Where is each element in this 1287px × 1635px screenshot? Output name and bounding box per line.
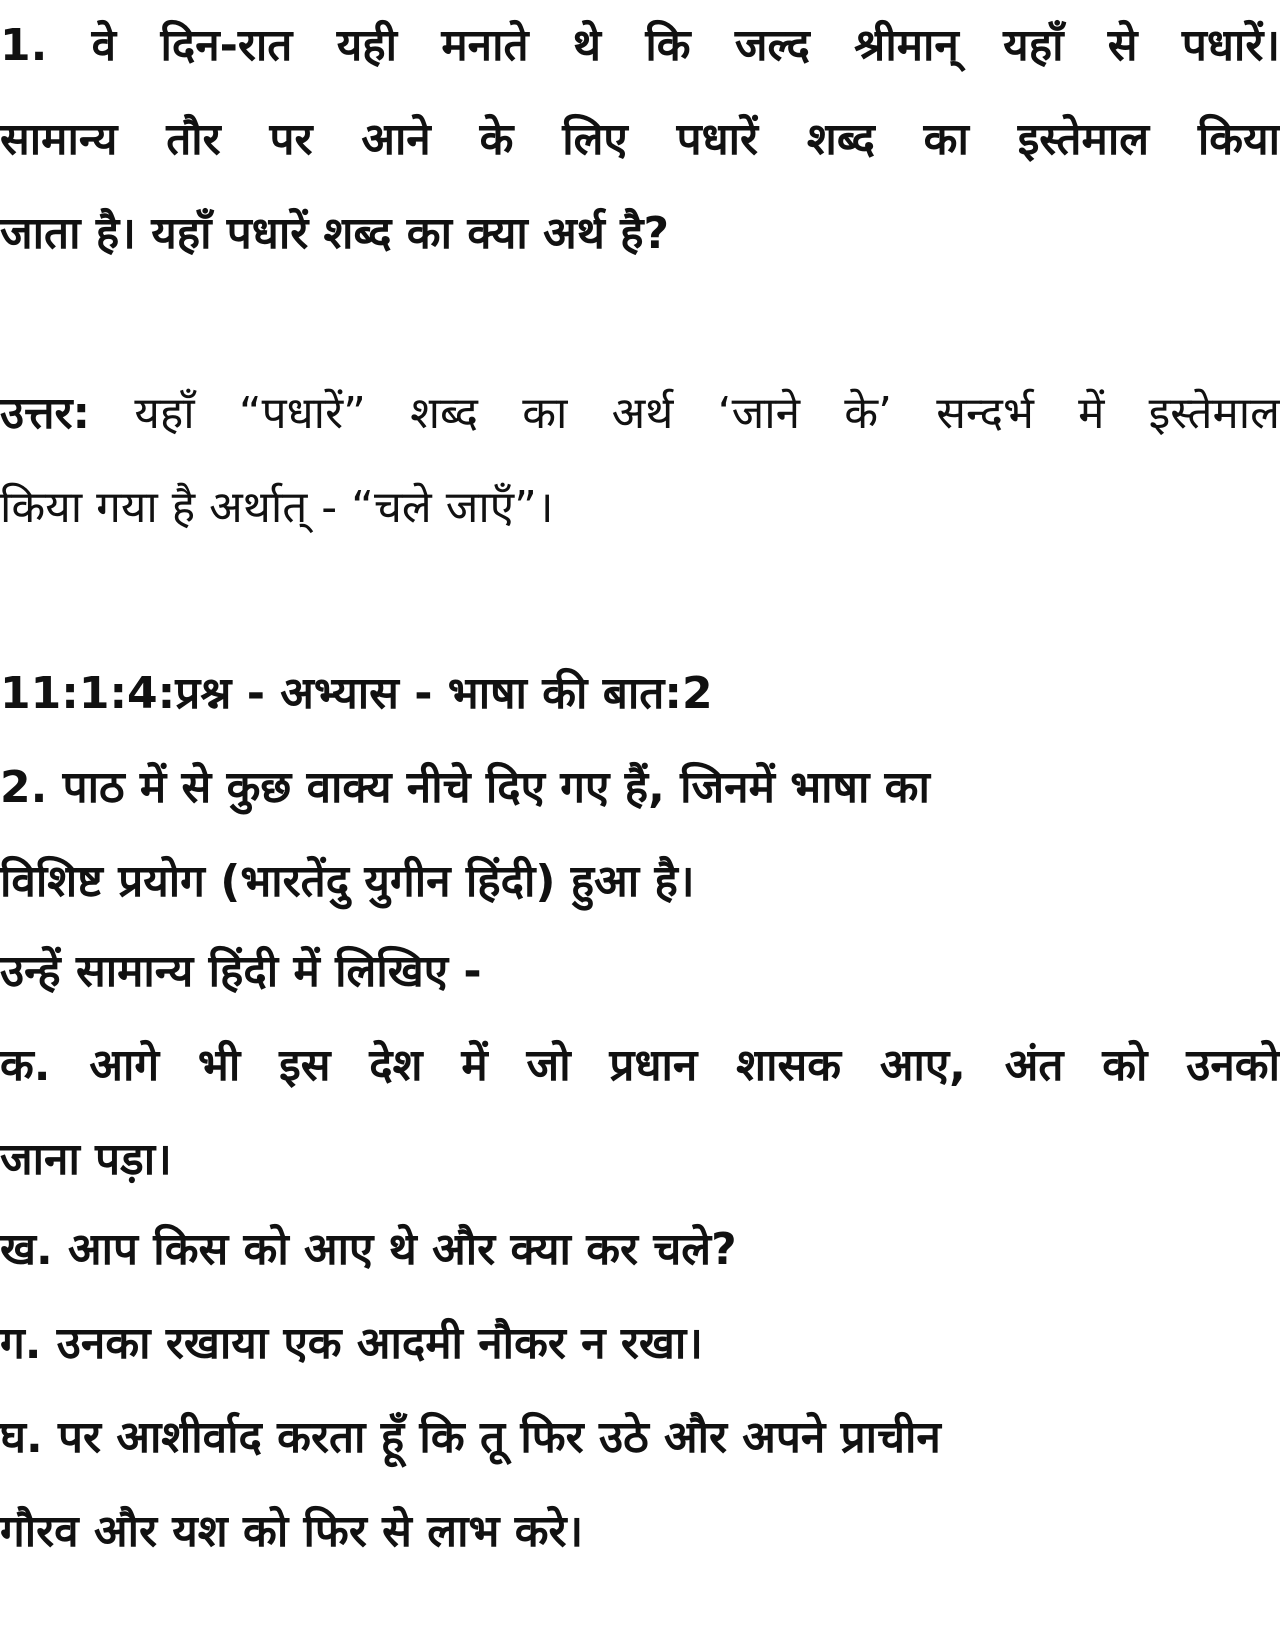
answer1-line-1 (0, 378, 1280, 450)
question2-line-2: विशिष्ट प्रयोग (भारतेंदु युगीन हिंदी) हुआ है। (0, 856, 695, 907)
item-ka-line-2: जाना पड़ा। (0, 1134, 172, 1185)
answer1-text-1: यहाँ “पधारें” शब्द का अर्थ ‘जाने के’ सन्दर्भ में इस्तेमाल (90, 388, 1280, 439)
item-ka-line-1: क. आगे भी इस देश में जो प्रधान शासक आए, अंत को उनको (0, 1040, 1280, 1091)
item-gha-line-1: घ. पर आशीर्वाद करता हूँ कि तू फिर उठे और अपने प्राचीन (0, 1412, 941, 1463)
answer-label: उत्तर: (0, 388, 91, 439)
answer1-line-2: किया गया है अर्थात् - “चले जाएँ”। (0, 482, 554, 533)
question2-line-3: उन्हें सामान्य हिंदी में लिखिए - (0, 946, 482, 997)
question1-line-3: जाता है। यहाँ पधारें शब्द का क्या अर्थ है? (0, 208, 670, 259)
question2-line-1: 2. पाठ में से कुछ वाक्य नीचे दिए गए हैं, जिनमें भाषा का (0, 762, 930, 813)
item-gha-line-2: गौरव और यश को फिर से लाभ करे। (0, 1506, 584, 1557)
question1-line-2: सामान्य तौर पर आने के लिए पधारें शब्द का इस्तेमाल किया (0, 114, 1280, 165)
question1-line-1: 1. वे दिन-रात यही मनाते थे कि जल्द श्रीमान् यहाँ से पधारें। (0, 20, 1280, 71)
section-heading: 11:1:4:प्रश्न - अभ्यास - भाषा की बात:2 (0, 668, 713, 719)
item-kha: ख. आप किस को आए थे और क्या कर चले? (0, 1224, 737, 1275)
item-ga: ग. उनका रखाया एक आदमी नौकर न रखा। (0, 1318, 703, 1369)
